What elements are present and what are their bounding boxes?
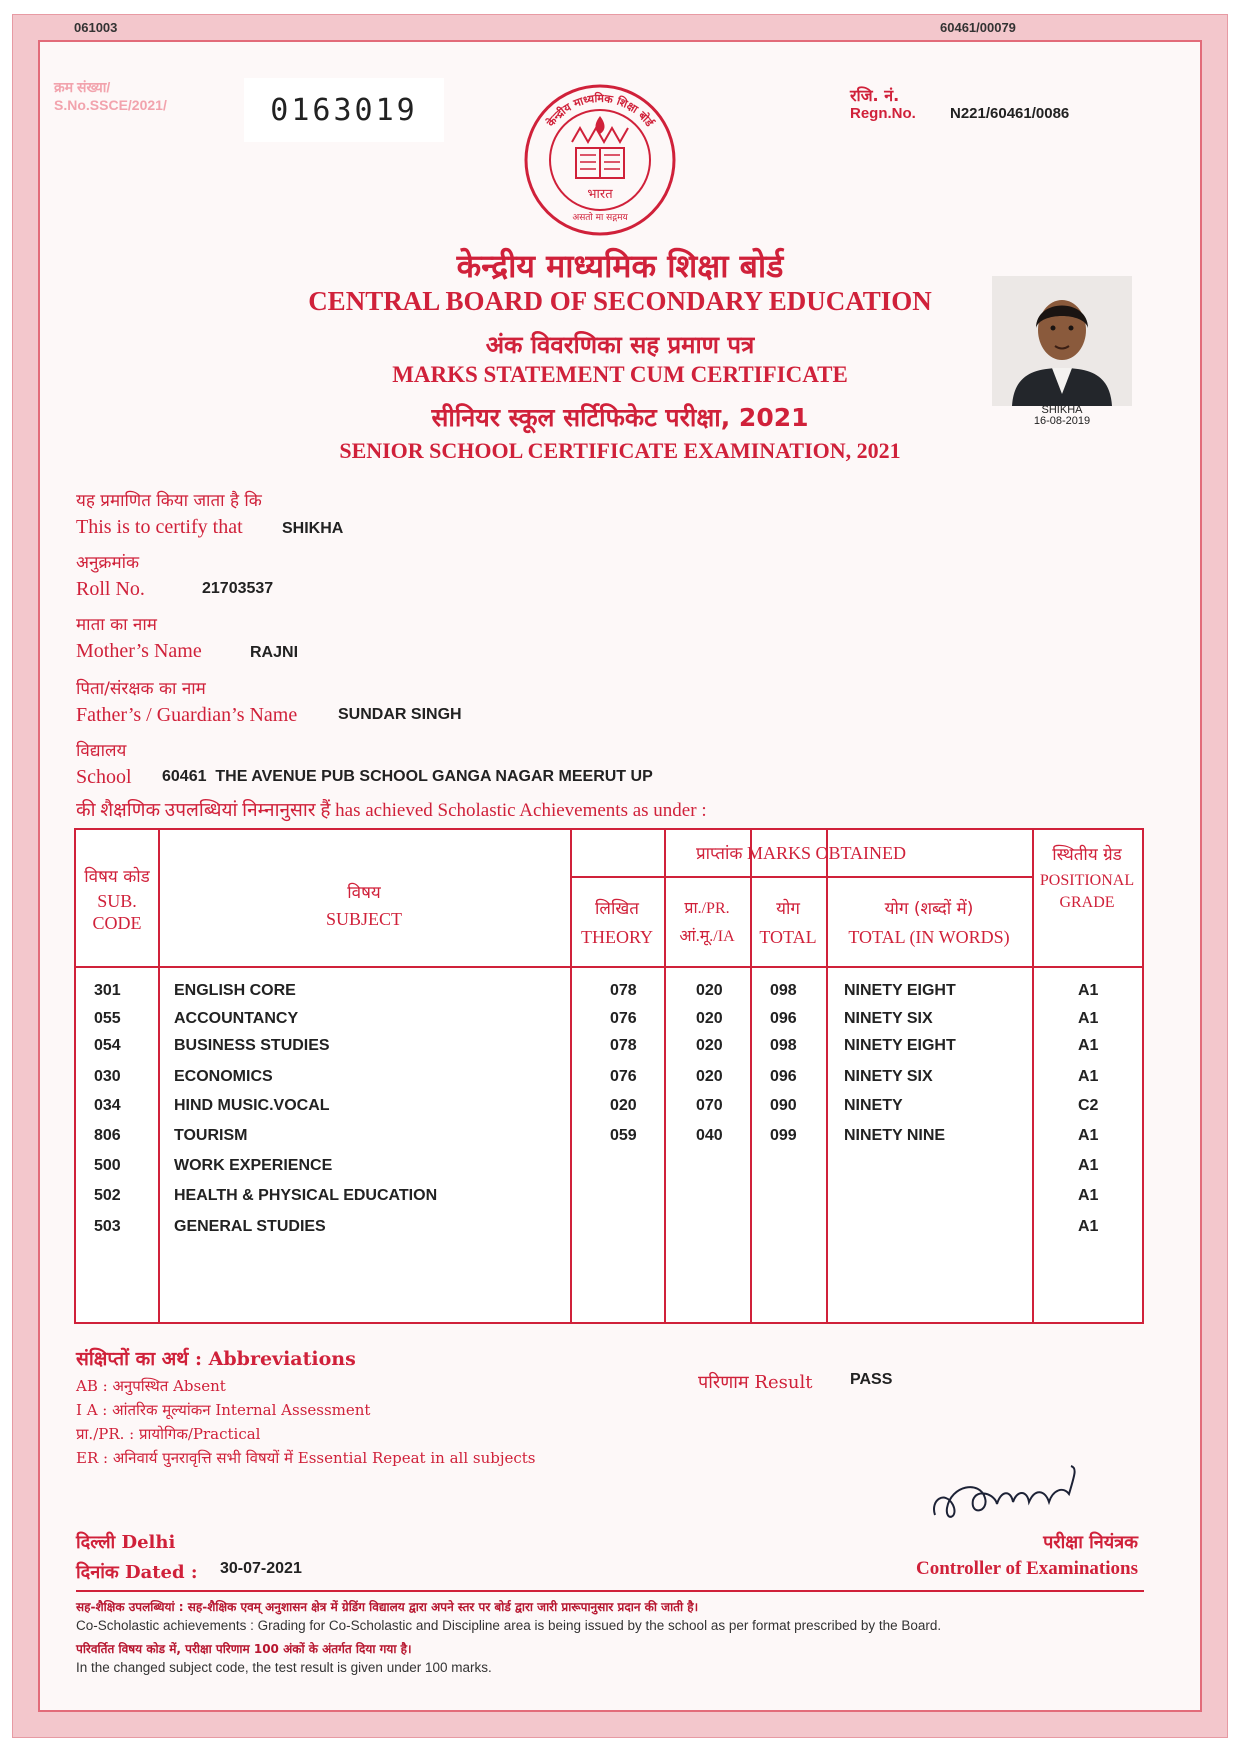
footer-note-1-hindi: सह-शैक्षिक उपलब्धियां : सह-शैक्षिक एवम् अनुशासन क्षेत्र में ग्रेडिंग विद्यालय द्वारा अपने स्तर पर बोर्ड द्वारा जारी प्रारूपानुसार प्रदान की जाती है।	[76, 1600, 699, 1614]
cell-grade: A1	[1078, 982, 1099, 999]
cell-pr: 020	[696, 982, 723, 999]
footer-note-2: In the changed subject code, the test result is given under 100 marks.	[76, 1660, 492, 1675]
school-label-hindi: विद्यालय	[76, 741, 127, 761]
photo-caption: SHIKHA 16-08-2019	[1033, 404, 1091, 427]
cell-grade: A1	[1078, 1037, 1099, 1054]
mother-label: Mother’s Name	[76, 640, 202, 662]
cell-theory: 059	[610, 1127, 637, 1144]
cell-grade: A1	[1078, 1187, 1099, 1204]
achievement-line: की शैक्षणिक उपलब्धियां निम्नानुसार हैं has achieved Scholastic Achievements as under :	[76, 800, 707, 821]
roll-label: Roll No.	[76, 578, 145, 600]
emblem-center-text: भारत	[587, 187, 613, 202]
marks-obtained-header: प्राप्तांक MARKS OBTAINED	[695, 843, 907, 864]
father-name: SUNDAR SINGH	[338, 706, 462, 723]
controller-signature	[925, 1460, 1085, 1530]
footer-divider	[76, 1590, 1144, 1592]
subject-header: SUBJECT	[325, 909, 403, 929]
cell-grade: A1	[1078, 1127, 1099, 1144]
result-label: परिणाम Result	[698, 1372, 813, 1393]
cell-subject: WORK EXPERIENCE	[174, 1157, 333, 1174]
cell-pr: 020	[696, 1037, 723, 1054]
cell-subject: BUSINESS STUDIES	[174, 1037, 330, 1054]
cell-code: 054	[94, 1037, 121, 1054]
cell-grade: A1	[1078, 1068, 1099, 1085]
code-header-hindi: विषय कोड	[84, 867, 150, 887]
cell-words: NINETY EIGHT	[844, 982, 956, 999]
right-corner-code: 60461/00079	[936, 20, 1020, 35]
controller-title: Controller of Examinations	[915, 1558, 1138, 1579]
cell-subject: ACCOUNTANCY	[174, 1010, 299, 1027]
cell-code: 502	[94, 1187, 121, 1204]
cell-grade: C2	[1078, 1097, 1099, 1114]
practical-header: प्रा./PR.	[684, 900, 730, 917]
regn-label: Regn.No.	[850, 105, 916, 122]
cell-grade: A1	[1078, 1010, 1099, 1027]
cell-pr: 040	[696, 1127, 723, 1144]
mother-label-hindi: माता का नाम	[76, 615, 157, 635]
grade-header-1: POSITIONAL	[1039, 872, 1135, 889]
roll-number: 21703537	[202, 580, 274, 597]
cell-pr: 070	[696, 1097, 723, 1114]
abbreviation-item: I A : आंतरिक मूल्यांकन Internal Assessment	[76, 1401, 371, 1419]
cell-subject: ENGLISH CORE	[174, 982, 296, 999]
mother-name: RAJNI	[250, 644, 299, 661]
abbreviation-item: प्रा./PR. : प्रायोगिक/Practical	[76, 1425, 261, 1443]
regn-label-hindi: रजि. नं.	[850, 86, 900, 105]
cell-code: 806	[94, 1127, 121, 1144]
abbreviations-title: संक्षिप्तों का अर्थ : Abbreviations	[76, 1348, 356, 1370]
cell-total: 099	[770, 1127, 797, 1144]
cell-subject: GENERAL STUDIES	[174, 1218, 326, 1235]
exam-title-hindi: सीनियर स्कूल सर्टिफिकेट परीक्षा, 2021	[431, 403, 809, 432]
controller-title-hindi: परीक्षा नियंत्रक	[1043, 1532, 1138, 1553]
cell-total: 090	[770, 1097, 797, 1114]
cell-theory: 078	[610, 982, 637, 999]
document-title-hindi: अंक विवरणिका सह प्रमाण पत्र	[485, 331, 755, 359]
cell-theory: 076	[610, 1068, 637, 1085]
theory-header-hindi: लिखित	[595, 899, 639, 919]
cell-theory: 020	[610, 1097, 637, 1114]
cell-words: NINETY	[844, 1097, 903, 1114]
cell-grade: A1	[1078, 1218, 1099, 1235]
total-header: TOTAL	[759, 927, 817, 947]
cell-pr: 020	[696, 1010, 723, 1027]
ia-header: आं.मू./IA	[679, 928, 735, 945]
cell-theory: 078	[610, 1037, 637, 1054]
serial-label: क्रम संख्या/ S.No.SSCE/2021/	[54, 79, 167, 113]
code-header-1: SUB.	[97, 891, 137, 911]
cell-theory: 076	[610, 1010, 637, 1027]
cell-words: NINETY SIX	[844, 1068, 933, 1085]
cell-subject: TOURISM	[174, 1127, 248, 1144]
words-header-hindi: योग (शब्दों में)	[884, 899, 974, 919]
subject-header-hindi: विषय	[347, 883, 381, 903]
board-title: CENTRAL BOARD OF SECONDARY EDUCATION	[308, 286, 932, 316]
cell-code: 503	[94, 1218, 121, 1235]
theory-header: THEORY	[581, 927, 653, 947]
serial-number: 0163019	[244, 78, 444, 142]
cell-code: 034	[94, 1097, 121, 1114]
abbreviation-item: AB : अनुपस्थित Absent	[76, 1377, 226, 1395]
marks-table	[74, 828, 1144, 1324]
dated-label: दिनांक Dated :	[76, 1562, 198, 1583]
emblem-top-text: केन्द्रीय माध्यमिक शिक्षा बोर्ड	[544, 91, 656, 130]
cell-words: NINETY SIX	[844, 1010, 933, 1027]
dated-value: 30-07-2021	[220, 1560, 302, 1577]
cell-subject: HEALTH & PHYSICAL EDUCATION	[174, 1187, 438, 1204]
certify-label-hindi: यह प्रमाणित किया जाता है कि	[76, 491, 262, 511]
cell-code: 055	[94, 1010, 121, 1027]
place: दिल्ली Delhi	[76, 1532, 176, 1553]
cell-pr: 020	[696, 1068, 723, 1085]
document-title: MARKS STATEMENT CUM CERTIFICATE	[392, 362, 848, 387]
cell-code: 301	[94, 982, 121, 999]
cell-words: NINETY NINE	[844, 1127, 946, 1144]
footer-note-2-hindi: परिवर्तित विषय कोड में, परीक्षा परिणाम 100 अंकों के अंतर्गत दिया गया है।	[76, 1642, 412, 1656]
father-label-hindi: पिता/संरक्षक का नाम	[76, 679, 206, 699]
father-label: Father’s / Guardian’s Name	[76, 704, 298, 726]
school-name: 60461 THE AVENUE PUB SCHOOL GANGA NAGAR MEERUT UP	[162, 768, 653, 785]
left-corner-code: 061003	[70, 20, 121, 35]
abbreviation-item: ER : अनिवार्य पुनरावृत्ति सभी विषयों में Essential Repeat in all subjects	[76, 1449, 536, 1467]
cell-subject: HIND MUSIC.VOCAL	[174, 1097, 330, 1114]
cell-total: 098	[770, 1037, 797, 1054]
result-value: PASS	[850, 1371, 893, 1388]
cell-words: NINETY EIGHT	[844, 1037, 956, 1054]
student-name: SHIKHA	[282, 520, 344, 537]
cell-grade: A1	[1078, 1157, 1099, 1174]
cell-subject: ECONOMICS	[174, 1068, 273, 1085]
cell-code: 030	[94, 1068, 121, 1085]
board-title-hindi: केन्द्रीय माध्यमिक शिक्षा बोर्ड	[456, 247, 784, 285]
certify-label: This is to certify that	[76, 516, 243, 538]
cell-total: 096	[770, 1068, 797, 1085]
cell-code: 500	[94, 1157, 121, 1174]
total-header-hindi: योग	[776, 899, 800, 919]
grade-header-hindi: स्थितीय ग्रेड	[1052, 845, 1122, 865]
grade-header-2: GRADE	[1059, 894, 1115, 911]
cbse-emblem-icon	[520, 80, 680, 240]
cell-total: 098	[770, 982, 797, 999]
code-header-2: CODE	[92, 913, 142, 933]
footer-note-1: Co-Scholastic achievements : Grading for Co-Scholastic and Discipline area is being issued by the school as per format prescribed by the Board.	[76, 1618, 942, 1633]
cell-total: 096	[770, 1010, 797, 1027]
words-header: TOTAL (IN WORDS)	[848, 927, 1010, 947]
regn-number: N221/60461/0086	[950, 105, 1070, 122]
exam-title: SENIOR SCHOOL CERTIFICATE EXAMINATION, 2021	[339, 438, 901, 463]
school-label: School	[76, 766, 132, 788]
roll-label-hindi: अनुक्रमांक	[76, 553, 140, 573]
emblem-motto: असतो मा सद्गमय	[572, 213, 628, 223]
